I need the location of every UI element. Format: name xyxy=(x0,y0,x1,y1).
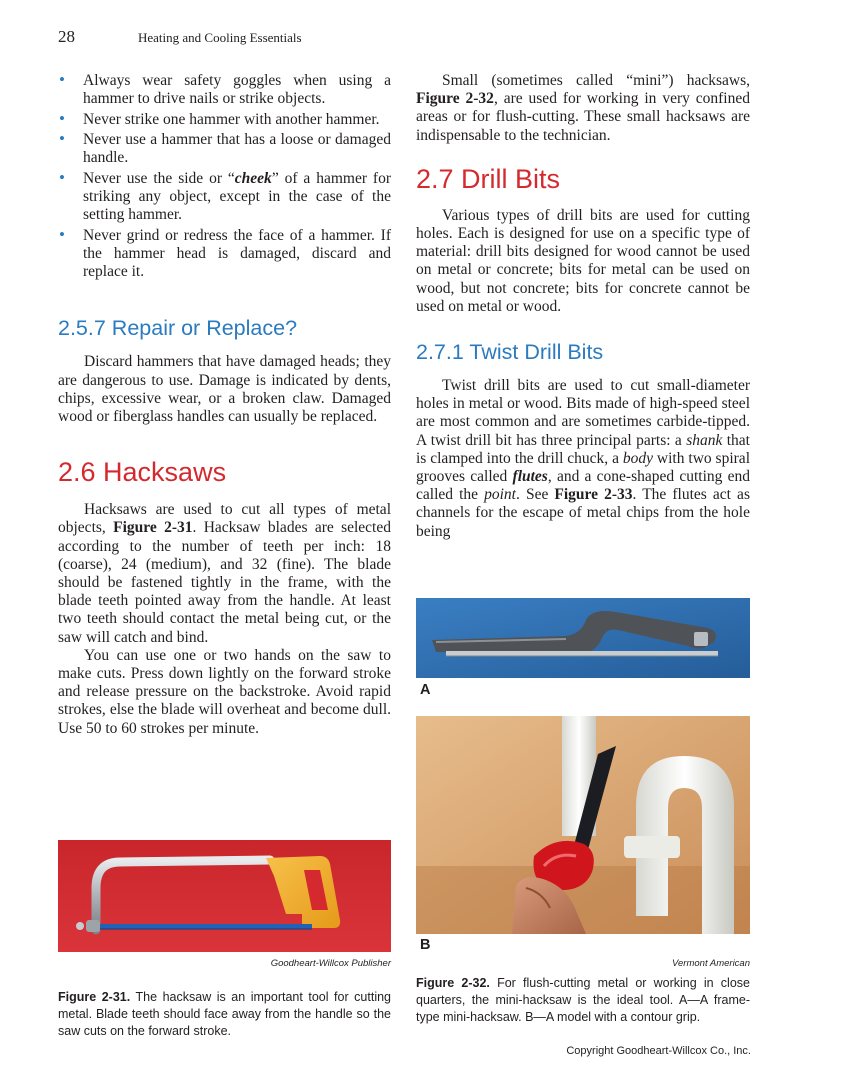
key-term: point xyxy=(484,486,516,504)
figure-2-32a-photo xyxy=(416,598,750,678)
figure-label: Figure 2-31. xyxy=(58,990,131,1004)
figure-2-31-caption: Figure 2-31. The hacksaw is an important tool for cutting metal. Blade teeth should face away from the handle so the saw cuts on the forward stroke. xyxy=(58,990,391,1038)
figure-2-32b-photo xyxy=(416,716,750,934)
paragraph: Various types of drill bits are used for cutting holes. Each is designed for use on a specific type of material: drill bits designed for wood cannot be used on metal or concrete; bits for metal can be used on wood, but not concrete; bits for concrete cannot be used on metal or wood. xyxy=(416,206,750,315)
bullet-icon: • xyxy=(59,108,65,128)
contour-grip-saw-illustration xyxy=(416,716,750,934)
photo-label-a: A xyxy=(420,682,431,698)
list-item: • Never use the side or “cheek” of a hammer for striking any object, except in the case of the setting hammer. xyxy=(59,167,391,224)
heading-2-6: 2.6 Hacksaws xyxy=(58,457,227,488)
paragraph: You can use one or two hands on the saw to make cuts. Press down lightly on the forward stroke and release pressure on the backstroke. Avoid rapid strokes, else the blade will overheat and become dull. Use 50 to 60 strokes per minute. xyxy=(58,646,391,737)
figure-label: Figure 2-32. xyxy=(416,976,490,990)
figure-credit: Vermont American xyxy=(672,958,750,969)
figure-ref: Figure 2-33 xyxy=(554,486,633,504)
figure-2-32-caption: Figure 2-32. For flush-cutting metal or working in close quarters, the mini-hacksaw is the ideal tool. A—A frame-type mini-hacksaw. B—A model with a contour grip. xyxy=(416,976,750,1024)
paragraph: Discard hammers that have damaged heads; they are dangerous to use. Damage is indicated by dents, chips, excessive wear, or a broken claw. Damaged wood or fiberglass handles can usually be replaced. xyxy=(58,353,391,426)
page-number: 28 xyxy=(58,27,75,46)
figure-ref: Figure 2-32 xyxy=(416,90,494,108)
figure-credit: Goodheart-Willcox Publisher xyxy=(270,958,391,969)
bullet-icon: • xyxy=(59,224,65,244)
hacksaw-illustration xyxy=(58,840,391,952)
right-column xyxy=(416,72,750,541)
left-column xyxy=(58,72,391,738)
list-item: • Never grind or redress the face of a hammer. If the hammer head is damaged, discard and replace it. xyxy=(59,224,391,281)
key-term: body xyxy=(622,449,654,467)
mini-hacksaw-illustration xyxy=(416,598,750,678)
bullet-icon: • xyxy=(59,167,65,187)
paragraph: Twist drill bits are used to cut small-diameter holes in metal or wood. Bits made of high-speed steel are most common and are sometimes carbide-tipped. A twist drill bit has three principal parts: a shank that is clamped into the drill chuck, a body with two spiral grooves called flutes, and a cone-shaped cutting end called the point. See Figure 2-33. The flutes act as channels for the escape of metal chips from the hole being xyxy=(416,377,750,540)
key-term: shank xyxy=(686,431,723,449)
bullet-icon: • xyxy=(59,70,65,89)
key-term: flutes xyxy=(512,468,548,486)
key-term: cheek xyxy=(234,169,272,187)
paragraph: Hacksaws are used to cut all types of metal objects, Figure 2-31. Hacksaw blades are selected according to the number of teeth per inch: 18 (coarse), 24 (medium), and 32 (fine). The blade should be fastened tightly in the frame, with the blade teeth pointed away from the handle. At least two teeth should contact the metal being cut, or the saw will catch and bind. xyxy=(58,501,391,646)
figure-ref: Figure 2-31 xyxy=(113,519,193,537)
paragraph: Small (sometimes called “mini”) hacksaws, Figure 2-32, are used for working in very confined areas or for flush-cutting. These small hacksaws are indispensable to the technician. xyxy=(416,72,750,144)
list-item: • Always wear safety goggles when using a hammer to drive nails or strike objects. xyxy=(59,70,391,108)
photo-label-b: B xyxy=(420,937,431,953)
list-item: • Never strike one hammer with another hammer. xyxy=(59,108,380,128)
heading-2-7-1: 2.7.1 Twist Drill Bits xyxy=(416,340,604,365)
heading-2-7: 2.7 Drill Bits xyxy=(416,163,561,194)
figure-2-31-photo xyxy=(58,840,391,952)
bullet-icon: • xyxy=(59,129,65,149)
running-head: Heating and Cooling Essentials xyxy=(138,30,302,45)
list-item: • Never use a hammer that has a loose or damaged handle. xyxy=(59,129,391,167)
heading-2-5-7: 2.5.7 Repair or Replace? xyxy=(58,316,298,341)
safety-bullet-list xyxy=(58,72,391,281)
copyright-notice: Copyright Goodheart-Willcox Co., Inc. xyxy=(566,1045,751,1057)
